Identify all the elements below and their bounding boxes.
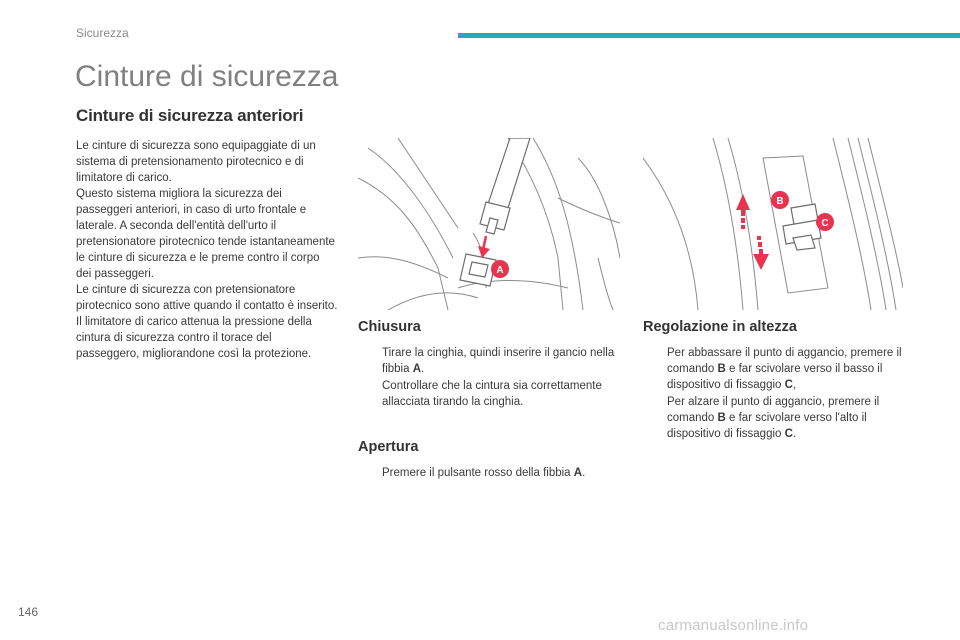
intro-paragraph: Le cinture di sicurezza sono equipaggiate di un sistema di pretensionamento pirotecnico e di limitatore di carico.	[76, 140, 316, 184]
label-b: B	[776, 196, 784, 207]
list-item-bold: A	[573, 467, 583, 479]
seatbelt-buckle-illustration	[358, 138, 620, 310]
list-item-text: Premere il pulsante rosso della fibbia	[382, 467, 574, 479]
list-item-bold: C	[784, 379, 793, 391]
list-item-bold: A	[412, 363, 421, 375]
chiusura-list	[358, 345, 628, 410]
regolazione-list	[643, 345, 913, 442]
list-item	[643, 394, 913, 442]
chiusura-section	[358, 319, 628, 411]
apertura-list	[358, 465, 628, 481]
page-number: 146	[18, 605, 39, 619]
height-adjuster-drawing	[643, 138, 903, 310]
page-title: Cinture di sicurezza	[75, 60, 339, 93]
intro-paragraph: Le cinture di sicurezza con pretensionatore pirotecnico sono attive quando il contatto è inserito.	[76, 284, 338, 312]
list-item-text: e far scivolare verso il basso il dispositivo di fissaggio	[667, 363, 883, 391]
list-item-text: Tirare la cinghia, quindi inserire il gancio nella fibbia	[382, 347, 615, 375]
regolazione-heading: Regolazione in altezza	[643, 319, 797, 335]
regolazione-section	[643, 319, 913, 443]
section-label: Sicurezza	[76, 26, 129, 40]
watermark: carmanualsonline.info	[658, 617, 809, 634]
intro-text	[76, 138, 338, 362]
page-subtitle: Cinture di sicurezza anteriori	[76, 106, 304, 125]
label-a: A	[496, 265, 504, 276]
chiusura-heading: Chiusura	[358, 319, 421, 335]
list-item-bold: C	[784, 428, 793, 440]
list-item-text: Per abbassare il punto di aggancio, premere il comando	[667, 347, 902, 375]
height-adjuster-illustration	[643, 138, 903, 310]
list-item-bold: B	[717, 412, 726, 424]
list-item-text: .	[582, 467, 586, 479]
intro-paragraph: Il limitatore di carico attenua la pressione della cintura di sicurezza contro il torace del passeggero, migliorandone così la protezione.	[76, 316, 312, 360]
list-item	[643, 345, 913, 393]
list-item-bold: B	[717, 363, 726, 375]
seatbelt-buckle-drawing	[358, 138, 620, 310]
apertura-section	[358, 439, 628, 482]
intro-paragraph: Questo sistema migliora la sicurezza dei passeggeri anteriori, in caso di urto frontale e laterale. A seconda dell'entità dell'urto il pretensionatore pirotecnico tende istantaneamente le cinture di sicurezza e le preme contro il corpo dei passeggeri.	[76, 188, 335, 280]
list-item-text: Per alzare il punto di aggancio, premere il comando	[667, 396, 880, 424]
header-accent-bar	[458, 33, 960, 38]
apertura-heading: Apertura	[358, 439, 419, 455]
list-item-text: e far scivolare verso l'alto il dispositivo di fissaggio	[667, 412, 867, 440]
list-item-text: .	[792, 428, 797, 440]
list-item-text: .	[421, 363, 425, 375]
list-item-text: ,	[792, 379, 797, 391]
list-item-text: Controllare che la cintura sia correttamente allacciata tirando la cinghia.	[382, 380, 602, 408]
list-item	[358, 345, 628, 377]
list-item	[358, 465, 628, 481]
label-c: C	[821, 218, 829, 229]
list-item	[358, 378, 628, 410]
